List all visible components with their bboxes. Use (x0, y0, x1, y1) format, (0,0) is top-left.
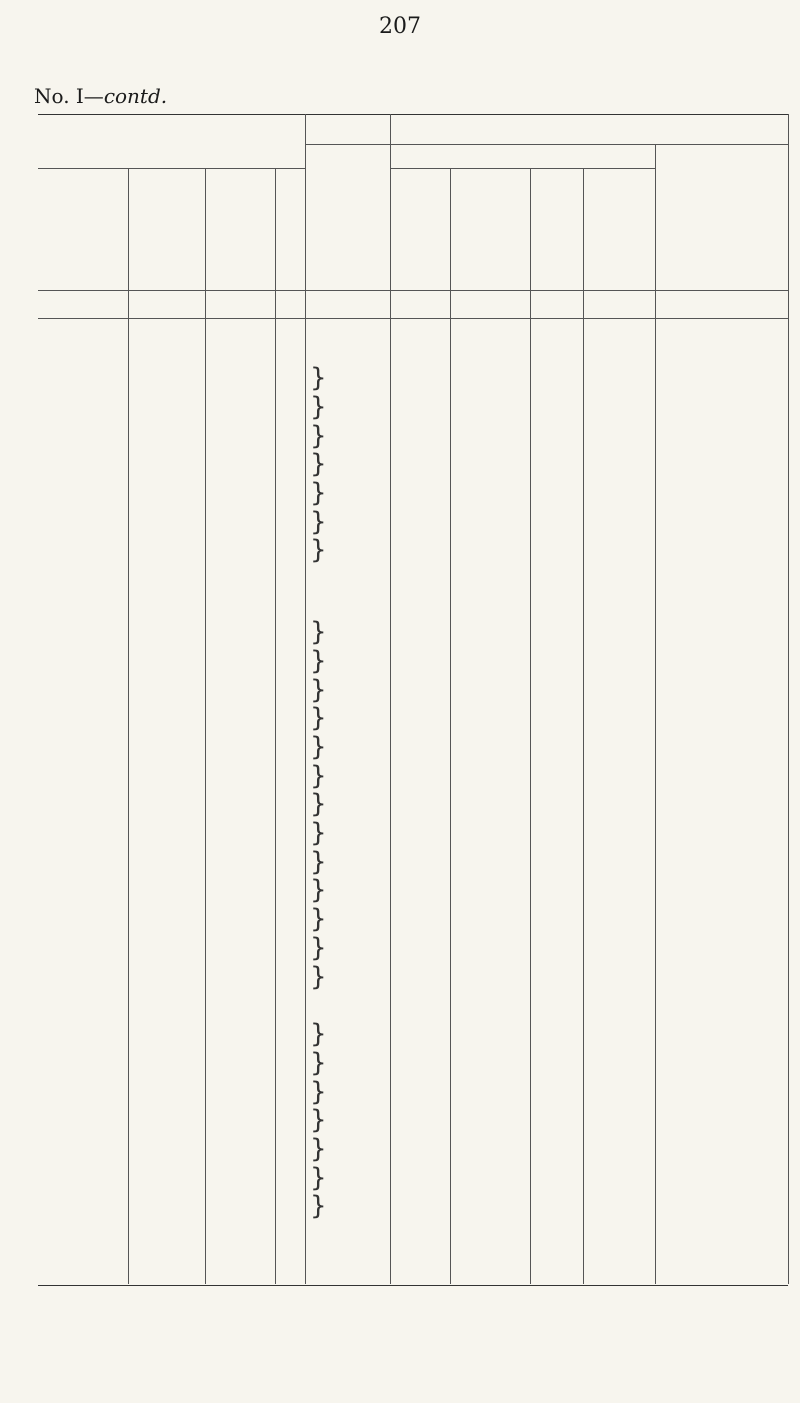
column-rule (655, 144, 656, 1284)
row-brace: } (310, 506, 327, 537)
row-brace: } (310, 789, 327, 820)
header-rule (38, 290, 788, 291)
row-brace: } (310, 391, 327, 422)
column-rule (450, 168, 451, 1284)
row-brace: } (310, 904, 327, 935)
column-rule (788, 114, 789, 1284)
row-brace: } (310, 477, 327, 508)
column-rule (128, 168, 129, 1284)
row-brace: } (310, 731, 327, 762)
row-brace: } (310, 449, 327, 480)
row-brace: } (310, 760, 327, 791)
row-brace: } (310, 1162, 327, 1193)
row-brace: } (310, 1076, 327, 1107)
column-rule (205, 168, 206, 1284)
header-rule (390, 168, 655, 169)
caption-prefix: No. I— (34, 84, 104, 108)
row-brace: } (310, 617, 327, 648)
header-rule (38, 168, 305, 169)
row-brace: } (310, 846, 327, 877)
caption-suffix: contd. (103, 84, 168, 108)
row-brace: } (310, 420, 327, 451)
row-brace: } (310, 535, 327, 566)
row-brace: } (310, 1191, 327, 1222)
table-caption (34, 84, 167, 108)
row-brace: } (310, 674, 327, 705)
header-rule (305, 144, 788, 145)
header-rule (38, 318, 788, 319)
row-brace: } (310, 961, 327, 992)
column-rule (275, 168, 276, 1284)
row-brace: } (310, 875, 327, 906)
row-brace: } (310, 703, 327, 734)
row-brace: } (310, 1019, 327, 1050)
row-brace: } (310, 1133, 327, 1164)
row-brace: } (310, 363, 327, 394)
page-number: 207 (379, 14, 421, 39)
row-brace: } (310, 932, 327, 963)
column-rule (583, 168, 584, 1284)
column-rule (530, 168, 531, 1284)
row-brace: } (310, 818, 327, 849)
row-brace: } (310, 1105, 327, 1136)
row-brace: } (310, 1047, 327, 1078)
row-brace: } (310, 645, 327, 676)
